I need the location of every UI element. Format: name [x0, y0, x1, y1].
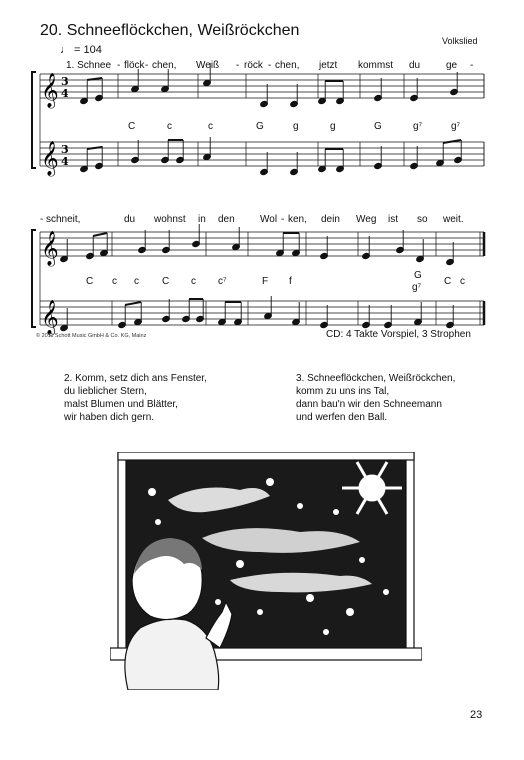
chord-symbol: c: [112, 276, 117, 287]
verse-2: [64, 372, 207, 424]
lyric-syllable: jetzt: [319, 60, 338, 71]
svg-text:3: 3: [61, 143, 69, 156]
chord-symbol: g⁷: [412, 282, 422, 293]
svg-text:3: 3: [61, 75, 69, 88]
treble-clef-icon: 𝄞: [41, 300, 59, 335]
chord-symbol: F: [262, 276, 269, 287]
chord-symbol: c: [191, 276, 196, 287]
verse-line: komm zu uns ins Tal,: [296, 386, 390, 397]
time-signature: [61, 75, 69, 168]
lyric-hyphen: -: [268, 60, 272, 71]
lyric-syllable: ge: [446, 60, 458, 71]
lyric-hyphen: -: [117, 60, 121, 71]
lyric-syllable: chen,: [275, 60, 300, 71]
verse-line: 3. Schneeflöckchen, Weißröckchen,: [296, 373, 456, 384]
lyric-syllable: ken,: [288, 214, 307, 225]
chord-symbol: G: [256, 121, 264, 132]
treble-clef-icon: 𝄞: [41, 73, 59, 108]
verse-3: [296, 372, 455, 424]
lyric-hyphen: -: [281, 214, 285, 225]
page-number: 23: [470, 709, 483, 721]
verse-line: und werfen den Ball.: [296, 412, 388, 423]
verse-line: dann bau'n wir den Schneemann: [296, 399, 442, 410]
lyric-syllable: 1. Schnee: [66, 60, 112, 71]
chord-symbol: g: [293, 121, 299, 132]
verse-line: 2. Komm, setz dich ans Fenster,: [64, 373, 207, 384]
lyric-syllable: Weg: [356, 214, 377, 225]
chord-symbol: g⁷: [413, 121, 423, 132]
lyric-syllable: den: [218, 214, 235, 225]
lyric-syllable: wohnst: [154, 214, 186, 225]
chord-symbol: C: [444, 276, 452, 287]
lyric-hyphen: -: [236, 60, 240, 71]
svg-text:4: 4: [61, 87, 69, 100]
cd-info: CD: 4 Takte Vorspiel, 3 Strophen: [326, 329, 471, 340]
lyric-syllable: du: [409, 60, 421, 71]
lyric-syllable: in: [198, 214, 206, 225]
chord-symbol: c⁷: [218, 276, 227, 287]
chord-symbol: C: [162, 276, 170, 287]
lyric-hyphen: -: [40, 214, 44, 225]
chord-symbol: C: [86, 276, 94, 287]
chord-symbol: C: [128, 121, 136, 132]
verse-line: wir haben dich gern.: [64, 412, 155, 423]
lyric-syllable: dein: [321, 214, 340, 225]
music-score: [0, 0, 524, 345]
lyric-syllable: röck: [244, 60, 263, 71]
illustration-child-at-window: [110, 452, 422, 690]
verse-line: malst Blumen und Blätter,: [64, 399, 178, 410]
lyric-hyphen: -: [145, 60, 149, 71]
song-source: Volkslied: [442, 36, 478, 46]
chord-symbol: c: [460, 276, 465, 287]
lyric-syllable: chen,: [152, 60, 177, 71]
song-title: 20. Schneeflöckchen, Weißröckchen: [40, 22, 300, 39]
chord-symbol: c: [208, 121, 213, 132]
svg-text:4: 4: [61, 155, 69, 168]
lyric-syllable: kommst: [358, 60, 393, 71]
lyric-syllable: schneit,: [46, 214, 81, 225]
lyric-syllable: so: [417, 214, 428, 225]
lyric-syllable: weit.: [443, 214, 464, 225]
treble-clef-icon: 𝄞: [41, 231, 59, 266]
verse-line: du lieblicher Stern,: [64, 386, 147, 397]
tempo-marking: ♩ = 104: [60, 44, 102, 56]
chord-symbol: c: [167, 121, 172, 132]
lyric-syllable: flöck: [124, 60, 145, 71]
chord-symbol: f: [289, 276, 292, 287]
chord-symbol: G: [374, 121, 382, 132]
lyric-syllable: du: [124, 214, 136, 225]
treble-clef-icon: 𝄞: [41, 141, 59, 176]
chord-symbol: c: [134, 276, 139, 287]
chord-symbol: G: [414, 270, 422, 281]
lyric-hyphen: -: [470, 60, 474, 71]
chord-symbol: g⁷: [451, 121, 461, 132]
lyric-syllable: Weiß: [196, 60, 220, 71]
lyric-syllable: Wol: [260, 214, 278, 225]
copyright-notice: © 2011 Schott Music GmbH & Co. KG, Mainz: [36, 333, 147, 339]
lyric-syllable: ist: [388, 214, 398, 225]
chord-symbol: g: [330, 121, 336, 132]
